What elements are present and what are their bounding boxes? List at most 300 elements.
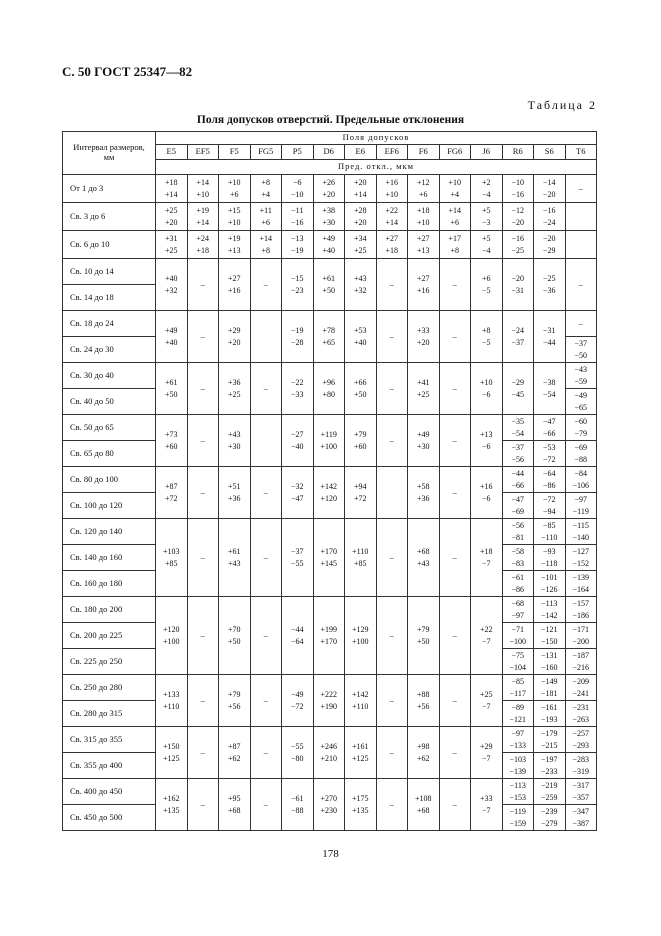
interval-label: Св. 10 до 14 [63, 259, 156, 285]
value-cell [187, 727, 219, 779]
value: −71 [511, 624, 524, 634]
value-cell [250, 467, 282, 519]
value: −11 [291, 205, 304, 215]
value-cell [502, 203, 534, 231]
value-cell [471, 203, 503, 231]
column-header-s6: S6 [534, 145, 566, 160]
value: +103 [162, 546, 180, 556]
value-cell [345, 675, 377, 727]
value-cell [565, 805, 597, 831]
column-header-r6: R6 [502, 145, 534, 160]
value: +61 [322, 273, 335, 283]
value: −5 [481, 285, 491, 295]
value: +20 [353, 177, 367, 187]
value: – [263, 630, 268, 640]
value: −153 [509, 792, 526, 802]
value: −219 [540, 780, 558, 790]
value-cell [534, 415, 566, 441]
value-cell [502, 441, 534, 467]
value: +25 [416, 389, 430, 399]
value: −64 [542, 468, 556, 478]
value: −16 [511, 233, 524, 243]
value: +14 [259, 233, 272, 243]
value-cell [534, 441, 566, 467]
value-cell [439, 203, 471, 231]
value-cell [156, 779, 188, 831]
table-row [63, 467, 597, 493]
value-cell [187, 675, 219, 727]
value: −20 [511, 273, 524, 283]
table-row [63, 779, 597, 805]
value: −86 [511, 584, 524, 594]
value: −117 [509, 688, 526, 698]
value: +50 [322, 285, 335, 295]
value-cell [565, 779, 597, 805]
value: +40 [322, 245, 335, 255]
value-cell [376, 415, 408, 467]
value: +12 [416, 177, 430, 187]
value: +30 [322, 217, 335, 227]
page-number: 178 [322, 848, 339, 860]
value: +33 [416, 325, 430, 335]
value: – [200, 747, 205, 757]
value-cell [250, 675, 282, 727]
value: −97 [574, 494, 587, 504]
value-cell [250, 203, 282, 231]
value-cell [534, 175, 566, 203]
value: +145 [320, 558, 337, 568]
value: +40 [164, 273, 178, 283]
value: −13 [290, 233, 304, 243]
value: −37 [511, 337, 524, 347]
value: +85 [164, 558, 178, 568]
value: −19 [290, 325, 304, 335]
value: −171 [572, 624, 589, 634]
value-cell [565, 701, 597, 727]
value: −29 [542, 245, 556, 255]
value: −10 [511, 177, 524, 187]
value-cell [565, 337, 597, 363]
value: −28 [290, 337, 304, 347]
value: – [389, 747, 394, 757]
value: −15 [290, 273, 304, 283]
value: −231 [572, 702, 589, 712]
value-cell [534, 805, 566, 831]
value: −6 [481, 389, 491, 399]
table-number: Таблица 2 [527, 98, 597, 112]
value: – [200, 552, 205, 562]
value: +53 [353, 325, 367, 335]
value: −257 [572, 728, 589, 738]
value: – [263, 695, 268, 705]
value: −157 [572, 598, 589, 608]
value: −55 [290, 558, 304, 568]
value: +50 [353, 389, 367, 399]
interval-label: Св. 200 до 225 [63, 623, 156, 649]
value: +30 [227, 441, 241, 451]
value: – [200, 331, 205, 341]
value: −7 [481, 753, 491, 763]
value: +43 [227, 429, 241, 439]
interval-label: Св. 225 до 250 [63, 649, 156, 675]
value: −85 [542, 520, 556, 530]
value-cell [345, 175, 377, 203]
value-cell [313, 363, 345, 415]
value: −33 [290, 389, 304, 399]
value-cell [534, 779, 566, 805]
value: −119 [572, 506, 589, 516]
value-cell [187, 597, 219, 675]
value: −20 [511, 217, 524, 227]
value-cell [187, 259, 219, 311]
value: −387 [572, 818, 589, 828]
value: +10 [416, 217, 430, 227]
value-cell [187, 203, 219, 231]
value-cell [471, 597, 503, 675]
value: −69 [574, 442, 587, 452]
value-cell [534, 727, 566, 753]
value-cell [471, 519, 503, 597]
value-cell [502, 231, 534, 259]
value: −6 [481, 441, 491, 451]
value: −93 [542, 546, 556, 556]
value-cell [408, 259, 440, 311]
value-cell [408, 311, 440, 363]
value: −127 [572, 546, 589, 556]
value: +98 [416, 741, 430, 751]
value: −68 [511, 598, 524, 608]
column-header-j6: J6 [471, 145, 503, 160]
value: −139 [509, 766, 526, 776]
value-cell [282, 363, 314, 415]
value: −83 [511, 558, 524, 568]
value-cell [187, 363, 219, 415]
value: −16 [511, 189, 524, 199]
value: −6 [292, 177, 302, 187]
value: – [578, 183, 583, 193]
value-cell [376, 675, 408, 727]
interval-label: Св. 65 до 80 [63, 441, 156, 467]
value: −84 [574, 468, 587, 478]
table-row [63, 519, 597, 545]
value: +19 [196, 205, 209, 215]
value-cell [502, 623, 534, 649]
value: −60 [574, 416, 587, 426]
value: +8 [450, 245, 459, 255]
value: +5 [481, 233, 491, 243]
value: +28 [353, 205, 367, 215]
value: +50 [416, 636, 430, 646]
value: −133 [509, 740, 526, 750]
interval-label: Св. 180 до 200 [63, 597, 156, 623]
value: +40 [164, 337, 178, 347]
value: +199 [320, 624, 337, 634]
value-cell [313, 259, 345, 311]
value: −16 [290, 217, 304, 227]
value-cell [565, 623, 597, 649]
value-cell [282, 203, 314, 231]
value-cell [408, 675, 440, 727]
value: – [389, 630, 394, 640]
value-cell [565, 415, 597, 441]
value: −152 [572, 558, 589, 568]
value: +25 [164, 205, 178, 215]
value-cell [565, 597, 597, 623]
value: +11 [259, 205, 272, 215]
value: +190 [320, 701, 337, 711]
value: +24 [196, 233, 209, 243]
value: – [452, 435, 457, 445]
value-cell [187, 175, 219, 203]
value: −22 [290, 377, 304, 387]
value-cell [439, 675, 471, 727]
value: −23 [290, 285, 304, 295]
value: +65 [322, 337, 335, 347]
value-cell [408, 231, 440, 259]
value: +68 [416, 805, 430, 815]
value: −118 [541, 558, 558, 568]
value-cell [408, 203, 440, 231]
value: −31 [511, 285, 524, 295]
value: +20 [227, 337, 241, 347]
value: −142 [540, 610, 558, 620]
value-cell [502, 415, 534, 441]
value: −24 [542, 217, 556, 227]
value: −54 [511, 428, 524, 438]
value: −159 [509, 818, 526, 828]
value: −54 [542, 389, 556, 399]
value: – [263, 383, 268, 393]
value-cell [345, 597, 377, 675]
value: +85 [353, 558, 367, 568]
value: +135 [351, 805, 369, 815]
value: +41 [416, 377, 430, 387]
value: −150 [540, 636, 558, 646]
value: +20 [164, 217, 178, 227]
value: +26 [322, 177, 335, 187]
column-header-e6: E6 [345, 145, 377, 160]
value-cell [565, 545, 597, 571]
value: −85 [511, 676, 524, 686]
value: +30 [416, 441, 430, 451]
value-cell [565, 441, 597, 467]
value: −72 [542, 454, 556, 464]
value: +68 [416, 546, 430, 556]
value-cell [313, 175, 345, 203]
value-cell [250, 727, 282, 779]
value-cell [282, 727, 314, 779]
value: +88 [416, 689, 430, 699]
interval-label: Св. 24 до 30 [63, 337, 156, 363]
value-cell [502, 493, 534, 519]
value: – [452, 383, 457, 393]
value-cell [565, 203, 597, 231]
value: +87 [164, 481, 178, 491]
value-cell [219, 519, 251, 597]
value: −104 [509, 662, 526, 672]
value-cell [313, 311, 345, 363]
value: −7 [481, 701, 491, 711]
value: +27 [385, 233, 398, 243]
value: −186 [572, 610, 589, 620]
value: +61 [227, 546, 241, 556]
interval-label: Св. 280 до 315 [63, 701, 156, 727]
table-title: Поля допусков отверстий. Предельные отклонения [196, 114, 465, 126]
value: – [263, 799, 268, 809]
value: −10 [290, 189, 304, 199]
value-cell [534, 203, 566, 231]
column-header-d6: D6 [313, 145, 345, 160]
value: −197 [540, 754, 558, 764]
column-header-e5: E5 [156, 145, 188, 160]
value: – [578, 318, 583, 328]
value: +5 [481, 205, 491, 215]
interval-label: Св. 400 до 450 [63, 779, 156, 805]
value: +25 [479, 689, 493, 699]
value: +6 [481, 273, 491, 283]
value: −5 [481, 337, 491, 347]
value: +142 [320, 481, 337, 491]
value: −80 [290, 753, 304, 763]
value-cell [313, 231, 345, 259]
value-cell [439, 519, 471, 597]
value: −64 [290, 636, 304, 646]
value-cell [376, 231, 408, 259]
value-cell [408, 415, 440, 467]
value: +49 [416, 429, 430, 439]
value-cell [439, 467, 471, 519]
value-cell [565, 519, 597, 545]
value: −239 [540, 806, 558, 816]
value: +15 [227, 205, 241, 215]
value-cell [408, 519, 440, 597]
value-cell [282, 675, 314, 727]
value: – [389, 383, 394, 393]
value: −36 [542, 285, 556, 295]
value: −113 [541, 598, 558, 608]
value: −61 [290, 793, 304, 803]
value-cell [376, 597, 408, 675]
value: −35 [511, 416, 524, 426]
value-cell [282, 467, 314, 519]
value: +94 [353, 481, 367, 491]
value: −20 [542, 189, 556, 199]
value-cell [250, 415, 282, 467]
value-cell [313, 675, 345, 727]
value: +56 [416, 701, 430, 711]
value: +142 [351, 689, 369, 699]
value-cell [250, 779, 282, 831]
value-cell [502, 701, 534, 727]
value: – [578, 279, 583, 289]
column-header-fg6: FG6 [439, 145, 471, 160]
value-cell [534, 311, 566, 363]
value-cell [408, 467, 440, 519]
value: – [452, 552, 457, 562]
value: – [389, 435, 394, 445]
value: +95 [227, 793, 241, 803]
value-cell [156, 175, 188, 203]
value: −357 [572, 792, 589, 802]
value: −106 [572, 480, 589, 490]
value: −7 [481, 558, 491, 568]
value: −97 [511, 610, 524, 620]
value: +10 [385, 189, 398, 199]
value-cell [250, 175, 282, 203]
value: – [200, 799, 205, 809]
value: +13 [227, 245, 241, 255]
value: −19 [290, 245, 304, 255]
value: −31 [542, 325, 556, 335]
value-cell [565, 675, 597, 701]
value: +108 [414, 793, 432, 803]
value: −72 [290, 701, 304, 711]
value: −283 [572, 754, 589, 764]
table-row [63, 203, 597, 231]
interval-label: Св. 6 до 10 [63, 231, 156, 259]
value: −14 [542, 177, 556, 187]
value: −88 [290, 805, 304, 815]
value-cell [282, 597, 314, 675]
units-header: Пред. откл., мкм [156, 160, 597, 175]
value: – [263, 279, 268, 289]
value: −347 [572, 806, 589, 816]
table-body [63, 175, 597, 831]
value-cell [219, 779, 251, 831]
column-header-f5: F5 [219, 145, 251, 160]
value: – [200, 695, 205, 705]
value-cell [502, 597, 534, 623]
value-cell [502, 675, 534, 701]
value: −200 [572, 636, 589, 646]
value: −139 [572, 572, 589, 582]
value: −16 [542, 205, 556, 215]
value: +170 [320, 546, 337, 556]
value: −113 [509, 780, 526, 790]
value-cell [345, 231, 377, 259]
value: – [200, 435, 205, 445]
value-cell [345, 519, 377, 597]
value: +222 [320, 689, 337, 699]
value: +17 [448, 233, 461, 243]
value: −66 [511, 480, 524, 490]
value: – [452, 799, 457, 809]
value: +32 [164, 285, 178, 295]
value: −38 [542, 377, 556, 387]
value-cell [313, 203, 345, 231]
tolerance-table [62, 131, 597, 831]
interval-label: Св. 14 до 18 [63, 285, 156, 311]
table-row [63, 259, 597, 285]
value: +14 [385, 217, 398, 227]
value: +14 [353, 189, 367, 199]
value: +4 [450, 189, 459, 199]
value: −37 [574, 338, 587, 348]
value-cell [502, 259, 534, 311]
value-cell [282, 779, 314, 831]
value: −72 [542, 494, 556, 504]
value: +119 [320, 429, 337, 439]
value-cell [187, 467, 219, 519]
value: −88 [574, 454, 587, 464]
value: −101 [540, 572, 558, 582]
value: +25 [164, 245, 178, 255]
interval-label: Св. 3 до 6 [63, 203, 156, 231]
value: −29 [511, 377, 524, 387]
value: +230 [320, 805, 337, 815]
value: +129 [351, 624, 369, 634]
value: −4 [481, 245, 491, 255]
